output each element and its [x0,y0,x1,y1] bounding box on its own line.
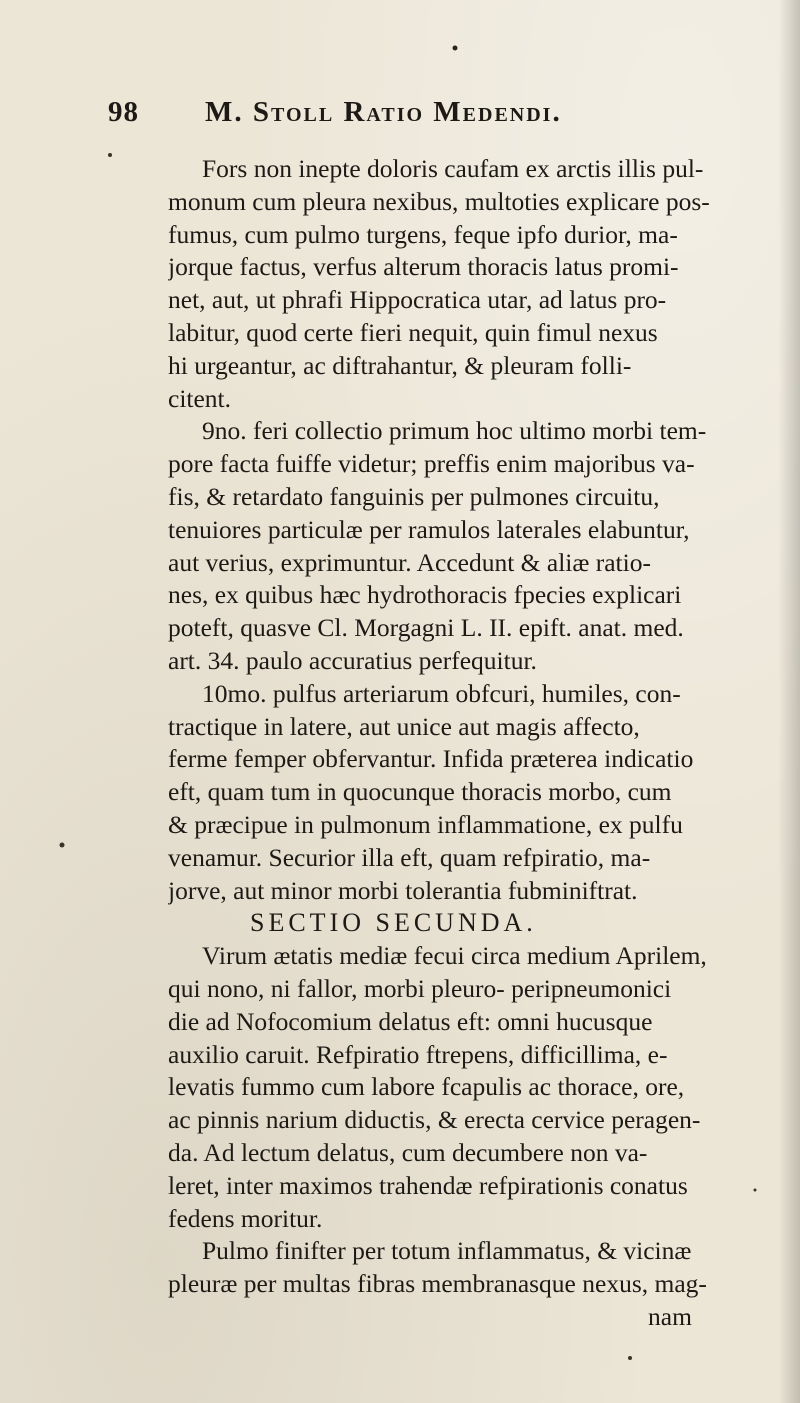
text-line: fumus, cum pulmo turgens, feque ipfo durior, ma- [168,219,678,249]
text-line: die ad Nofocomium delatus eft: omni hucusque [168,1006,653,1036]
ink-speck [60,843,65,848]
page-header [108,96,718,136]
text-line: Pulmo finifter per totum inflammatus, & vicinæ [202,1236,692,1266]
text-line: pleuræ per multas fibras membranasque nexus, mag- [168,1269,707,1299]
text-line: labitur, quod certe fieri nequit, quin fimul nexus [168,317,658,347]
page-number: 98 [108,96,139,128]
text-line: da. Ad lectum delatus, cum decumbere non va- [168,1137,648,1167]
text-line: monum cum pleura nexibus, multoties explicare pos- [168,186,710,216]
text-line: 10mo. pulfus arteriarum obfcuri, humiles, con- [202,678,681,708]
text-line: Virum ætatis mediæ fecui circa medium Aprilem, [202,941,707,971]
text-line: citent. [168,383,232,413]
text-line: nes, ex quibus hæc hydrothoracis fpecies explicari [168,580,682,610]
text-line: venamur. Securior illa eft, quam refpiratio, ma- [168,842,651,872]
text-line: Fors non inepte doloris caufam ex arctis illis pul- [202,154,704,183]
body-text [168,153,743,1334]
text-line: auxilio caruit. Refpiratio ftrepens, difficillima, e- [168,1039,668,1069]
text-line: poteft, quasve Cl. Morgagni L. II. epift. anat. med. [168,613,684,643]
text-line: tractique in latere, aut unice aut magis affecto, [168,711,640,741]
section-heading: SECTIO SECUNDA. [250,908,537,938]
running-head: M. Stoll Ratio Medendi. [205,96,562,128]
text-line: tenuiores particulæ per ramulos laterales elabuntur, [168,514,690,544]
text-line: net, aut, ut phrafi Hippocratica utar, ad latus pro- [168,285,667,315]
text-line: fis, & retardato fanguinis per pulmones circuitu, [168,481,660,511]
text-line: qui nono, ni fallor, morbi pleuro- peripneumonici [168,973,672,1003]
text-line: fedens moritur. [168,1203,323,1233]
text-line: ferme femper obfervantur. Infida præterea indicatio [168,744,694,774]
text-line: nam [648,1301,692,1331]
text-line: jorque factus, verfus alterum thoracis latus promi- [168,252,679,282]
text-line: & præcipue in pulmonum inflammatione, ex pulfu [168,809,683,839]
text-line: ac pinnis narium diductis, & erecta cervice peragen- [168,1105,701,1135]
ink-speck [628,1356,632,1360]
text-line: levatis fummo cum labore fcapulis ac thorace, ore, [168,1072,685,1102]
page-edge-shadow [778,0,800,1403]
text-line: art. 34. paulo accuratius perfequitur. [168,645,537,675]
text-line: hi urgeantur, ac diftrahantur, & pleuram folli- [168,350,632,380]
ink-speck [453,46,458,51]
text-line: eft, quam tum in quocunque thoracis morbo, cum [168,777,672,807]
ink-speck [108,153,112,157]
text-line: 9no. feri collectio primum hoc ultimo morbi tem- [202,416,707,446]
ink-speck [754,1189,757,1192]
text-line: jorve, aut minor morbi tolerantia fubminiftrat. [168,875,638,905]
text-line: pore facta fuiffe videtur; preffis enim majoribus va- [168,449,695,479]
text-line: leret, inter maximos trahendæ refpirationis conatus [168,1170,688,1200]
text-line: aut verius, exprimuntur. Accedunt & aliæ ratio- [168,547,651,577]
